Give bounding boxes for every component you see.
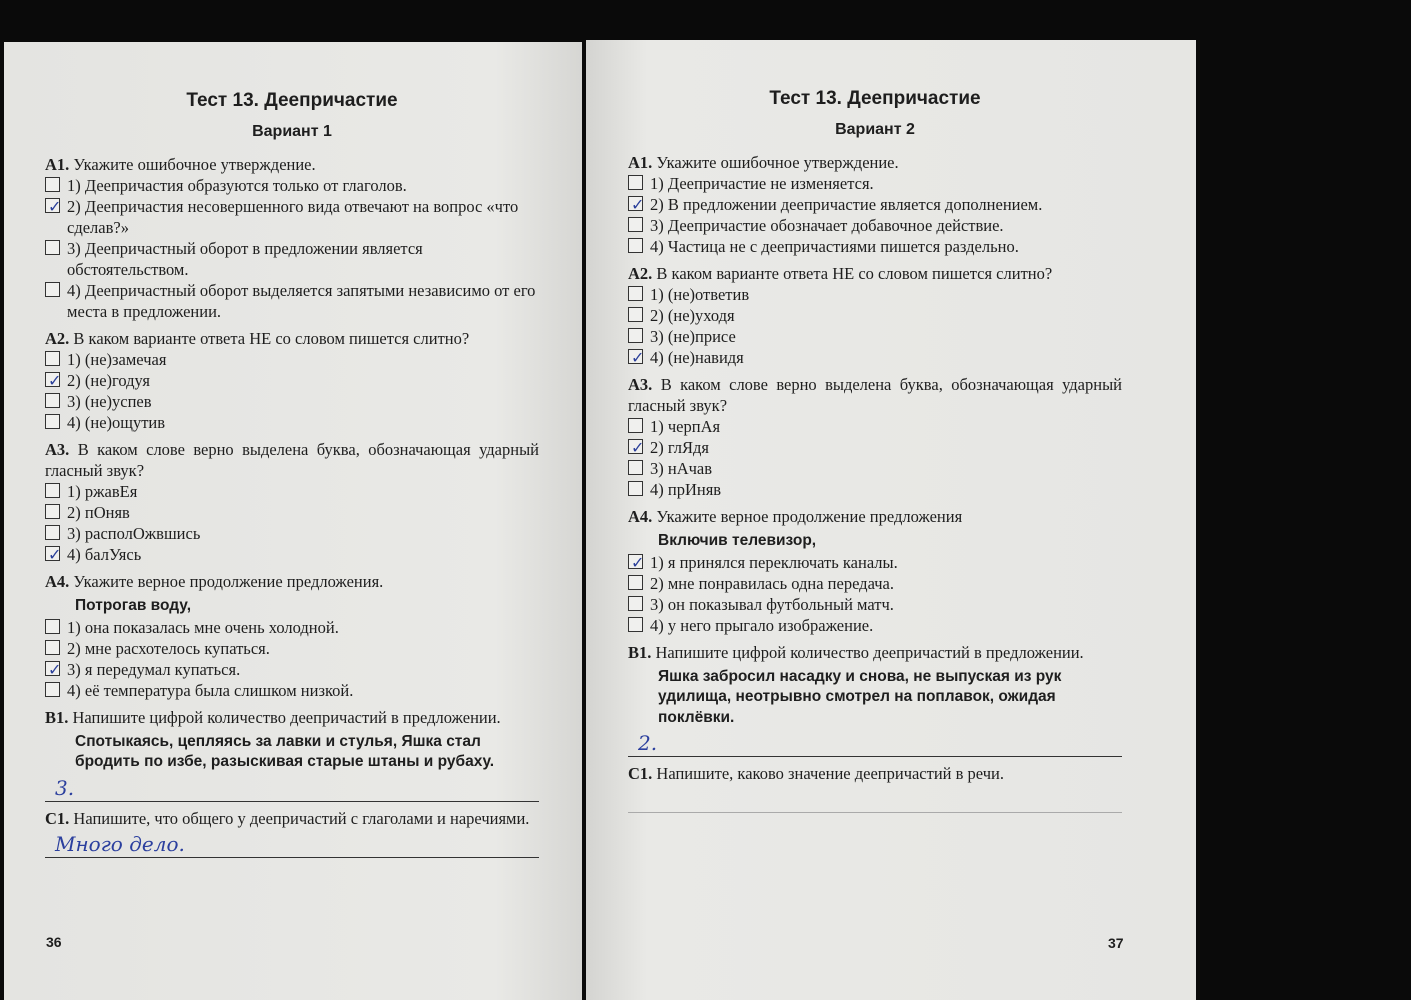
question-c1 — [45, 808, 539, 829]
checkmark-icon: ✓ — [631, 438, 645, 457]
option-text: 3) Деепричастие обозначает добавочное действие. — [650, 216, 1004, 235]
answer-option[interactable] — [45, 280, 539, 322]
option-text: 1) Деепричастие не изменяется. — [650, 174, 874, 193]
question-label: A1. — [628, 153, 653, 172]
question-a1 — [628, 152, 1122, 173]
right-page — [586, 40, 1196, 1000]
answer-option[interactable] — [45, 638, 539, 659]
question-text: Укажите верное продолжение предложения. — [73, 572, 384, 591]
page-number: 37 — [1108, 935, 1124, 951]
question-label: A4. — [45, 572, 70, 591]
example-sentence: Спотыкаясь, цепляясь за лавки и стулья, Яшка стал бродить по избе, разыскивая старые штаны и рубаху. — [75, 732, 495, 770]
option-text: 4) прИняв — [650, 480, 722, 499]
answer-option[interactable] — [45, 412, 539, 433]
answer-option[interactable] — [45, 481, 539, 502]
answer-option[interactable] — [45, 349, 539, 370]
handwritten-answer[interactable]: 2. — [628, 730, 1122, 757]
answer-option[interactable] — [45, 523, 539, 544]
option-text: 3) нАчав — [650, 459, 713, 478]
checkbox[interactable] — [628, 552, 645, 572]
option-text: 3) (не)успев — [67, 392, 152, 411]
question-text: Укажите ошибочное утверждение. — [656, 153, 899, 172]
question-text: Укажите верное продолжение предложения — [656, 507, 963, 526]
answer-option[interactable] — [628, 594, 1122, 615]
question-b1 — [628, 642, 1122, 663]
question-label: A4. — [628, 507, 653, 526]
checkmark-icon: ✓ — [631, 348, 645, 367]
checkbox[interactable] — [628, 175, 643, 190]
checkbox[interactable] — [628, 460, 643, 475]
answer-option[interactable] — [628, 194, 1122, 215]
question-label: A1. — [45, 155, 70, 174]
question-text: В каком слове верно выделена буква, обозначающая ударный гласный звук? — [628, 375, 1122, 415]
question-text: Напишите цифрой количество деепричастий в предложении. — [655, 642, 1084, 662]
question-a1 — [45, 154, 539, 175]
answer-option[interactable] — [628, 416, 1122, 437]
question-b1 — [45, 707, 539, 728]
question-text: Напишите цифрой количество деепричастий в предложении. — [72, 707, 501, 727]
test-title: Тест 13. Деепричастие — [186, 90, 398, 111]
checkbox[interactable] — [628, 238, 643, 253]
checkbox[interactable] — [45, 504, 60, 519]
option-text: 4) у него прыгало изображение. — [650, 615, 874, 635]
test-title: Тест 13. Деепричастие — [769, 88, 981, 109]
question-a3 — [628, 374, 1122, 416]
option-text: 4) Частица не с деепричастиями пишется раздельно. — [650, 237, 1019, 256]
answer-option[interactable] — [628, 573, 1122, 594]
answer-option[interactable] — [45, 238, 539, 280]
checkbox[interactable] — [45, 177, 60, 192]
checkbox[interactable] — [45, 659, 62, 679]
question-label: A3. — [628, 375, 653, 394]
question-a2 — [628, 263, 1122, 284]
question-text: Напишите, каково значение деепричастий в речи. — [656, 764, 1004, 783]
checkbox[interactable] — [628, 348, 645, 367]
option-text: 1) (не)замечая — [67, 350, 167, 369]
answer-option[interactable] — [628, 347, 1122, 368]
checkbox[interactable] — [628, 328, 643, 343]
checkbox[interactable] — [628, 617, 643, 632]
question-label: C1. — [45, 808, 70, 828]
option-text: 2) мне расхотелось купаться. — [67, 638, 270, 658]
answer-option[interactable] — [45, 617, 539, 638]
checkmark-icon: ✓ — [48, 545, 62, 564]
option-text: 2) пОняв — [67, 503, 130, 522]
option-text: 3) располОжвшись — [67, 524, 201, 543]
answer-option[interactable] — [45, 680, 539, 701]
variant-heading: Вариант 1 — [252, 123, 332, 140]
answer-option[interactable] — [628, 326, 1122, 347]
question-label: C1. — [628, 764, 653, 783]
question-label: B1. — [45, 707, 69, 727]
option-text: 1) Деепричастия образуются только от глаголов. — [67, 176, 407, 195]
answer-option[interactable] — [45, 370, 539, 391]
answer-option[interactable] — [45, 391, 539, 412]
option-text: 1) (не)ответив — [650, 285, 750, 304]
checkbox[interactable] — [45, 525, 60, 540]
answer-option[interactable] — [45, 544, 539, 565]
answer-option[interactable] — [628, 173, 1122, 194]
question-label: A2. — [628, 264, 653, 283]
answer-option[interactable] — [45, 659, 539, 680]
question-a3 — [45, 439, 539, 481]
question-text: Укажите ошибочное утверждение. — [73, 155, 316, 174]
option-text: 2) (не)годуя — [67, 371, 150, 390]
checkbox[interactable] — [45, 682, 60, 697]
question-a4 — [45, 571, 539, 592]
checkbox[interactable] — [45, 483, 60, 498]
option-text: 2) Деепричастия несовершенного вида отвечают на вопрос «что сделав?» — [67, 197, 519, 237]
question-text: В каком варианте ответа НЕ со словом пишется слитно? — [656, 264, 1053, 283]
checkmark-icon: ✓ — [48, 371, 62, 390]
answer-option[interactable] — [628, 215, 1122, 236]
answer-option[interactable] — [628, 305, 1122, 326]
checkbox[interactable] — [628, 596, 643, 611]
question-text: В каком варианте ответа НЕ со словом пишется слитно? — [73, 329, 470, 348]
option-text: 3) Деепричастный оборот в предложении является обстоятельством. — [67, 239, 423, 279]
checkmark-icon: ✓ — [631, 195, 645, 214]
option-text: 1) черпАя — [650, 417, 721, 436]
question-label: B1. — [628, 642, 652, 662]
page-number: 36 — [46, 934, 62, 950]
answer-option[interactable] — [45, 502, 539, 523]
checkbox[interactable] — [45, 351, 60, 366]
example-sentence: Включив телевизор, — [658, 532, 817, 549]
checkmark-icon: ✓ — [48, 659, 62, 679]
answer-option[interactable] — [628, 437, 1122, 458]
option-text: 1) ржавЕя — [67, 482, 138, 501]
question-a4 — [628, 506, 1122, 527]
option-text: 4) балУясь — [67, 545, 142, 564]
answer-option[interactable] — [628, 284, 1122, 305]
question-c1 — [628, 763, 1122, 784]
answer-option[interactable] — [45, 175, 539, 196]
checkbox[interactable] — [628, 481, 643, 496]
handwritten-answer[interactable]: Много дело. — [45, 831, 539, 858]
option-text: 1) я принялся переключать каналы. — [650, 552, 898, 572]
checkbox[interactable] — [628, 307, 643, 322]
option-text: 3) (не)присе — [650, 327, 736, 346]
left-page-content — [45, 86, 539, 858]
option-text: 2) В предложении деепричастие является дополнением. — [650, 195, 1043, 214]
checkbox[interactable] — [628, 217, 643, 232]
checkbox[interactable] — [628, 418, 643, 433]
answer-option[interactable] — [628, 236, 1122, 257]
option-text: 4) (не)ощутив — [67, 413, 166, 432]
checkbox[interactable] — [45, 640, 60, 655]
answer-option[interactable] — [628, 552, 1122, 573]
option-text: 1) она показалась мне очень холодной. — [67, 617, 339, 637]
question-label: A3. — [45, 440, 70, 459]
example-sentence: Потрогав воду, — [75, 597, 192, 614]
checkbox[interactable] — [45, 240, 60, 255]
question-label: A2. — [45, 329, 70, 348]
option-text: 2) (не)уходя — [650, 306, 735, 325]
checkbox[interactable] — [45, 393, 60, 408]
answer-option[interactable] — [45, 196, 539, 238]
checkmark-icon: ✓ — [48, 197, 62, 216]
checkbox[interactable] — [628, 438, 645, 457]
question-text: Напишите, что общего у деепричастий с глаголами и наречиями. — [73, 808, 530, 828]
option-text: 4) её температура была слишком низкой. — [67, 680, 354, 700]
option-text: 2) глЯдя — [650, 438, 710, 457]
checkbox[interactable] — [628, 195, 645, 214]
checkbox[interactable] — [45, 619, 60, 634]
checkbox[interactable] — [45, 545, 62, 564]
handwritten-answer[interactable]: 3. — [45, 775, 539, 802]
answer-line[interactable] — [628, 786, 1122, 813]
checkmark-icon: ✓ — [631, 552, 645, 572]
example-sentence: Яшка забросил насадку и снова, не выпуская из рук удилища, неотрывно смотрел на поплавок, ожидая поклёвки. — [658, 667, 1062, 726]
option-text: 4) (не)навидя — [650, 348, 744, 367]
checkbox[interactable] — [45, 197, 62, 216]
checkbox[interactable] — [45, 282, 60, 297]
answer-option[interactable] — [628, 458, 1122, 479]
option-text: 2) мне понравилась одна передача. — [650, 573, 894, 593]
question-a2 — [45, 328, 539, 349]
option-text: 3) я передумал купаться. — [67, 659, 241, 679]
right-page-content — [628, 84, 1122, 813]
checkbox[interactable] — [45, 371, 62, 390]
option-text: 3) он показывал футбольный матч. — [650, 594, 894, 614]
answer-option[interactable] — [628, 479, 1122, 500]
answer-option[interactable] — [628, 615, 1122, 636]
question-text: В каком слове верно выделена буква, обозначающая ударный гласный звук? — [45, 440, 539, 480]
option-text: 4) Деепричастный оборот выделяется запятыми независимо от его места в предложении. — [67, 281, 536, 321]
checkbox[interactable] — [45, 414, 60, 429]
variant-heading: Вариант 2 — [835, 121, 915, 138]
left-page — [4, 42, 582, 1000]
checkbox[interactable] — [628, 286, 643, 301]
checkbox[interactable] — [628, 575, 643, 590]
